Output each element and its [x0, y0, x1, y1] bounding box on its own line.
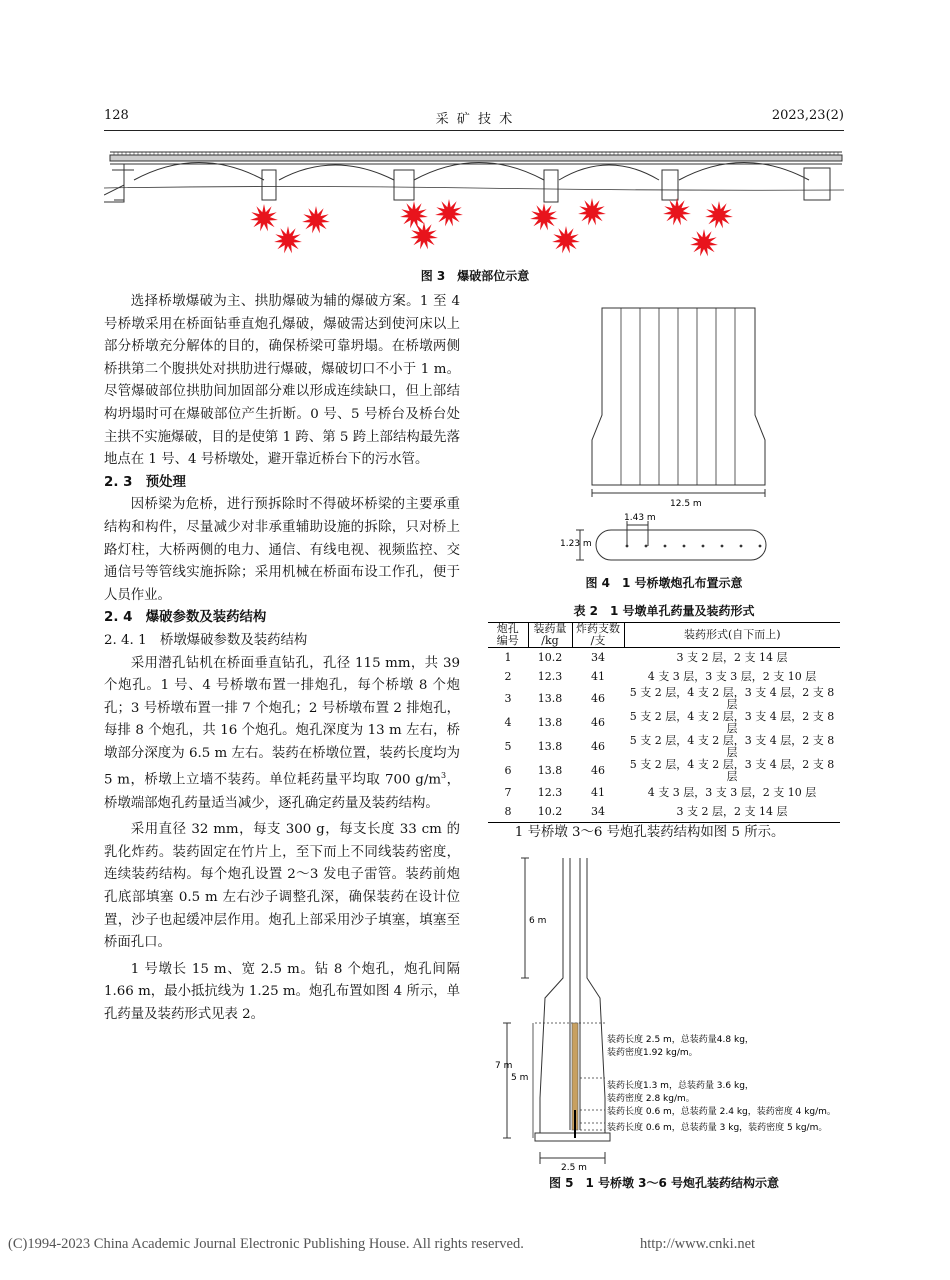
cubic-superscript: 3 — [441, 771, 447, 781]
table2-header-row — [488, 623, 840, 648]
blast-marker-icon — [705, 201, 733, 228]
blast-plan-paragraph: 选择桥墩爆破为主、拱肋爆破为辅的爆破方案。1 至 4 号桥墩采用在桥面钻垂直炮孔爆破，爆破需达到使河床以上部分桥墩充分解体的目的，确保桥梁可靠坍塌。在桥墩两侧桥拱第二个腹拱处对拱肋进行爆破，爆破切口不小于 1 m。尽管爆破部位拱肋间加固部分难以形成连续缺口，但上部结构坍塌时可在爆破部位产生折断。0 号、5 号桥台及桥台处主拱不实施爆破，目的是使第 1 跨、第 5 跨上部结构最先落地点在 1 号、4 号桥墩处，避开靠近桥台下的污水管。 — [104, 294, 460, 468]
blast-marker-icon — [302, 206, 330, 233]
drilling-paragraph — [104, 653, 460, 816]
fig5-note2b: 装药密度 2.8 kg/m。 — [607, 1094, 695, 1104]
fig5-intro: 1 号桥墩 3～6 号炮孔装药结构如图 5 所示。 — [514, 825, 785, 840]
table2-header-charge: 装药量 /kg — [528, 623, 572, 648]
table-row: 3 13.8 46 5 支 2 层，4 支 2 层，3 支 4 层，2 支 8 层 — [504, 686, 835, 711]
blast-marker-icon — [435, 199, 463, 226]
left-column — [104, 291, 460, 1026]
hole-charge-structure-diagram — [495, 848, 845, 1170]
fig4-spacing-label: 1.43 m — [624, 513, 656, 523]
fig5-note3: 装药长度 0.6 m，总装药量 2.4 kg，装药密度 4 kg/m。 — [607, 1107, 836, 1117]
issue-info: 2023,23(2) — [771, 108, 844, 123]
table2-header-sticks: 炸药支数 /支 — [572, 623, 624, 648]
bridge-blast-diagram — [104, 140, 846, 265]
fig5-7m-label: 7 m — [495, 1061, 513, 1071]
fig5-25m-label: 2.5 m — [561, 1163, 587, 1170]
table-row: 7 12.3 41 4 支 3 层，3 支 3 层，2 支 10 层 — [504, 785, 817, 799]
section-2-3-heading: 2. 3 预处理 — [104, 474, 186, 490]
blast-hole-icon — [626, 545, 629, 548]
drilling-text-a: 采用潜孔钻机在桥面垂直钻孔，孔径 115 mm，共 39 个炮孔。1 号、4 号桥墩布置一排炮孔，每个桥墩 8 个炮孔；3 号桥墩布置一排 7 个炮孔；2 号桥墩布置 2 排炮孔，每排 8 个炮孔，共 16 个炮孔。炮孔深度为 13 m 左右，桥墩部分深度为 6.5 m 左右。装药在桥墩位置，装药长度均为 5 m，桥墩上立墙不装药。单位耗药量平均取 700 g/m — [104, 655, 460, 788]
fig4-burden-label: 1.23 m — [560, 539, 592, 549]
blast-marker-icon — [578, 198, 606, 225]
fig4-caption: 图 4 1 号桥墩炮孔布置示意 — [585, 576, 743, 590]
fig5-note1b: 装药密度1.92 kg/m。 — [607, 1048, 698, 1058]
copyright-footer: (C)1994-2023 China Academic Journal Electronic Publishing House. All rights reserved. — [8, 1236, 524, 1252]
table-row: 4 13.8 46 5 支 2 层，4 支 2 层，3 支 4 层，2 支 8 层 — [504, 710, 835, 735]
blast-hole-icon — [721, 545, 724, 548]
blast-marker-icon — [410, 222, 438, 249]
blast-marker-icon — [552, 226, 580, 253]
table-row: 5 13.8 46 5 支 2 层，4 支 2 层，3 支 4 层，2 支 8 层 — [504, 734, 835, 759]
blast-hole-icon — [740, 545, 743, 548]
blast-marker-icon — [530, 203, 558, 230]
blast-hole-icon — [664, 545, 667, 548]
explosive-paragraph: 采用直径 32 mm，每支 300 g，每支长度 33 cm 的乳化炸药。装药固定在竹片上，至下而上不同线装药密度，连续装药结构。每个炮孔设置 2～3 发电子雷管。装药前炮孔底部填塞 0.5 m 左右沙子调整孔深，确保装药在设计位置，沙子也起缓冲层作用。炮孔上部采用沙子填塞，填塞至桥面孔口。 — [104, 822, 460, 951]
table-row: 6 13.8 46 5 支 2 层，4 支 2 层，3 支 4 层，2 支 8 层 — [504, 758, 835, 783]
blast-hole-icon — [645, 545, 648, 548]
table-row: 2 12.3 41 4 支 3 层，3 支 3 层，2 支 10 层 — [504, 670, 817, 684]
fig3-caption: 图 3 爆破部位示意 — [420, 269, 530, 283]
fig4-width-label: 12.5 m — [670, 499, 702, 509]
table2-header-form: 装药形式(自下而上) — [624, 623, 840, 648]
blast-hole-icon — [759, 545, 762, 548]
table2-header-hole: 炮孔 编号 — [496, 622, 519, 647]
cnki-url: http://www.cnki.net — [640, 1236, 756, 1252]
drilling-text-b: ，桥墩端部炮孔药量适当减少，逐孔确定药量及装药结构。 — [104, 772, 461, 811]
fig5-6m-label: 6 m — [529, 916, 547, 926]
blast-marker-icon — [663, 198, 691, 225]
table2 — [488, 622, 840, 823]
blast-hole-icon — [702, 545, 705, 548]
page-number: 128 — [104, 108, 129, 123]
fig5-5m-label: 5 m — [511, 1073, 529, 1083]
table-row: 1 10.2 34 3 支 2 层，2 支 14 层 — [504, 650, 788, 664]
blast-marker-icon — [274, 226, 302, 253]
blast-marker-icon — [250, 204, 278, 231]
header-rule — [104, 130, 844, 131]
blast-hole-icon — [683, 545, 686, 548]
table-row: 8 10.2 34 3 支 2 层，2 支 14 层 — [488, 803, 840, 823]
pretreatment-paragraph: 因桥梁为危桥，进行预拆除时不得破坏桥梁的主要承重结构和构件，尽量减少对非承重辅助设施的拆除，只对桥上路灯柱，大桥两侧的电力、通信、有线电视、视频监控、交通信号等管线实施拆除；采用机械在桥面布设工作孔，便于人员作业。 — [104, 497, 460, 603]
table2-title: 表 2 1 号墩单孔药量及装药形式 — [573, 604, 755, 618]
section-2-4-heading: 2. 4 爆破参数及装药结构 — [104, 610, 267, 626]
pier1-paragraph: 1 号墩长 15 m、宽 2.5 m。钻 8 个炮孔，炮孔间隔 1.66 m，最小抵抗线为 1.25 m。炮孔布置如图 4 所示，单孔药量及装药形式见表 2。 — [104, 961, 460, 1022]
fig5-note1a: 装药长度 2.5 m，总装药量4.8 kg， — [607, 1035, 754, 1045]
section-2-4-1-heading: 2. 4. 1 桥墩爆破参数及装药结构 — [104, 632, 308, 648]
fig5-note4: 装药长度 0.6 m，总装药量 3 kg，装药密度 5 kg/m。 — [607, 1123, 828, 1133]
journal-name: 采 矿 技 术 — [435, 112, 515, 127]
blast-marker-icon — [690, 229, 718, 256]
fig5-caption: 图 5 1 号桥墩 3～6 号炮孔装药结构示意 — [548, 1176, 780, 1190]
pier1-hole-layout-diagram — [560, 300, 790, 570]
fig5-note2a: 装药长度1.3 m，总装药量 3.6 kg， — [607, 1081, 754, 1091]
